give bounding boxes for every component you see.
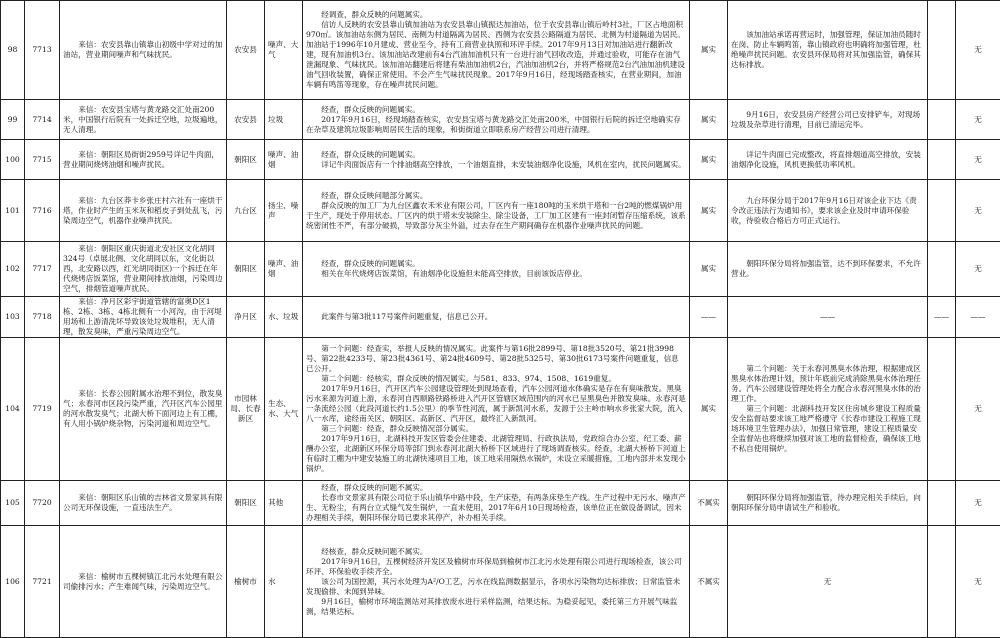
action-paragraph: 第三个问题：北湖科技开发区住房城乡建设工程质量安全监督站要求该工地严格遵守《长春市建设工程施工现场环境卫生管理办法》，加强日常管理，建设工程质量安全监督站也将继续加强对该工地的监督检查，确保该工地不私自使用锅炉。 <box>731 404 924 454</box>
cell-findings <box>303 338 690 481</box>
complaint-text: 来信：农安县宝塔与黄龙路交汇处南200米，中国银行后院有一处拆迁空地，垃圾遍地，无人清理。 <box>63 105 223 135</box>
cell-verdict: 属实 <box>690 140 728 180</box>
table-row <box>1 481 1000 526</box>
cell-accountability <box>928 100 956 140</box>
cell-verdict: 不属实 <box>690 481 728 526</box>
cell-case-id: 7719 <box>25 338 60 481</box>
cell-note: 无 <box>956 100 1000 140</box>
cell-complaint <box>60 100 227 140</box>
cell-findings <box>303 526 690 638</box>
cell-case-id: 7716 <box>25 180 60 242</box>
cell-seq: 103 <box>1 297 25 338</box>
table-row <box>1 100 1000 140</box>
cell-seq: 104 <box>1 338 25 481</box>
cell-verdict: 不属实 <box>690 526 728 638</box>
cell-district: 农安县 <box>227 100 265 140</box>
cell-action <box>728 481 928 526</box>
findings-paragraph: 2017年9月16日，五棵树经济开发区及榆树市环保局到榆树市江北污水处理有限公司进行现场检查，该公司环评、环保验收手续齐全。 <box>306 557 686 577</box>
cell-complaint <box>60 1 227 100</box>
cell-case-id: 7713 <box>25 1 60 100</box>
table-row <box>1 140 1000 180</box>
cell-note: 无 <box>956 338 1000 481</box>
findings-paragraph: 经核查，群众反映问题不属实。 <box>306 547 686 557</box>
findings-paragraph: 群众反映的加工厂为九台区鑫农禾米业有限公司，厂区内有一座180吨的玉米烘干塔和一台2吨的燃煤锅炉用于生产，现处于停用状态。厂区内的烘干塔未安装除尘、除尘设备，工厂加工区建有一座封闭暂存压缩系统，该系统密闭性不严，有部分破损，导致部分灰尘外溢，过去存在生产期间确存在机器作业噪声扰民的问题。 <box>306 201 686 231</box>
cell-complaint <box>60 338 227 481</box>
cell-findings <box>303 1 690 100</box>
cell-seq: 101 <box>1 180 25 242</box>
cell-pollution-type: 噪声、大气 <box>265 1 303 100</box>
action-paragraph: 该加油站承诺再营运时，加强管理，保证加油员随时在岗、防止车辆鸣笛，靠山镇政府也明确将加强管理，杜绝噪声扰民问题。农安县环保局将对其加强监管，确保其达标排放。 <box>731 30 924 70</box>
cell-pollution-type: 噪声、油烟 <box>265 242 303 297</box>
findings-paragraph: 第一个问题：经查实，举报人反映的情况属实。此案件与第16批2899号、第18批3520号、第21批3998号、第22批4233号、第23批4361号、第24批4609号、第28批5325号、第30批6173号案件问题重复，信息已公开。 <box>306 344 686 374</box>
cell-district: 朝阳区 <box>227 481 265 526</box>
cell-district: 朝阳区 <box>227 242 265 297</box>
cell-accountability <box>928 338 956 481</box>
action-paragraph: 朝阳环保分局将加强监管，达不到环保要求，不允许营业。 <box>731 259 924 279</box>
findings-paragraph: 经查，群众反映的问题属实。 <box>306 150 686 160</box>
cell-note: 无 <box>956 242 1000 297</box>
table-row <box>1 1 1000 100</box>
cell-verdict: 属实 <box>690 100 728 140</box>
cell-note: 无 <box>956 140 1000 180</box>
cell-action <box>728 100 928 140</box>
action-paragraph: —— <box>731 312 924 322</box>
cell-seq: 102 <box>1 242 25 297</box>
cell-findings <box>303 140 690 180</box>
cell-district: 九台区 <box>227 180 265 242</box>
cell-findings <box>303 297 690 338</box>
cell-findings <box>303 180 690 242</box>
findings-paragraph: 经查，群众反映问题部分属实。 <box>306 191 686 201</box>
cell-accountability: —— <box>928 297 956 338</box>
findings-paragraph: 第三个问题：经查，群众反映情况部分属实。 <box>306 424 686 434</box>
cell-accountability <box>928 526 956 638</box>
cell-action <box>728 140 928 180</box>
cell-action <box>728 180 928 242</box>
action-paragraph: 九台环保分局于2017年9月16日对该企业下达《责令改正违法行为通知书》，要求该企业及时申请环保验收，待验收合格后方可正式运行。 <box>731 196 924 226</box>
cell-pollution-type: 生态、水、大气 <box>265 338 303 481</box>
cell-verdict: 属实 <box>690 242 728 297</box>
cell-complaint <box>60 481 227 526</box>
action-paragraph: 9月16日，农安县房产经营公司已安排铲车，对现场垃圾及杂草进行清理，目前已清运完毕。 <box>731 110 924 130</box>
cell-complaint <box>60 140 227 180</box>
complaint-text: 来信：长春公园附属水治理不到位，散发臭气；永春河市区段污染严重，汽开区汽车公园里的河水散发臭气；北湖大桥下面河边上有工棚，有人用小锅炉烧杂物，污染河道和周边空气。 <box>63 389 223 429</box>
table-row <box>1 242 1000 297</box>
cell-seq: 106 <box>1 526 25 638</box>
action-paragraph: 无 <box>731 577 924 587</box>
findings-paragraph: 该公司为国控源，其污水处理为A²/O工艺，污水在线监测数据显示，各项水污染物均达标排放；日常监管未发现偷排、未闻到异味。 <box>306 577 686 597</box>
action-paragraph: 第二个问题：关于永春河黑臭水体治理，根据建成区黑臭水体治理计划，预计年底前完成消除黑臭水体治理任务。汽车公园建设管理处将全力配合永春河黑臭水体的治理工作。 <box>731 364 924 404</box>
cell-note: 无 <box>956 180 1000 242</box>
action-paragraph: 朝阳环保分局将加强监管，待办理完相关手续后，向朝阳环保分局申请试生产和验收。 <box>731 493 924 513</box>
table-row <box>1 526 1000 638</box>
cell-complaint <box>60 180 227 242</box>
cell-verdict: 属实 <box>690 1 728 100</box>
findings-paragraph: 9月16日，榆树市环境监测站对其排放废水进行采样监测，结果达标。为稳妥起见，委托第三方开展气味监测，结果达标。 <box>306 597 686 617</box>
cell-seq: 105 <box>1 481 25 526</box>
cell-verdict: 属实 <box>690 180 728 242</box>
cell-pollution-type: 其他 <box>265 481 303 526</box>
cell-case-id: 7720 <box>25 481 60 526</box>
complaint-text: 来信：朝阳区局街街2959号详记牛肉面，营业期间烧烤油烟和噪声扰民。 <box>63 150 223 170</box>
cell-complaint <box>60 297 227 338</box>
cell-case-id: 7714 <box>25 100 60 140</box>
cell-seq: 99 <box>1 100 25 140</box>
findings-paragraph: 经调查，群众反映的问题属实。 <box>306 10 686 20</box>
cell-seq: 100 <box>1 140 25 180</box>
cell-seq: 98 <box>1 1 25 100</box>
cell-accountability <box>928 1 956 100</box>
table-row <box>1 180 1000 242</box>
findings-paragraph: 经查，群众反映的问题不属实。 <box>306 483 686 493</box>
cell-pollution-type: 噪声、油烟 <box>265 140 303 180</box>
table-row <box>1 297 1000 338</box>
table-row <box>1 338 1000 481</box>
cell-district: 净月区 <box>227 297 265 338</box>
cell-findings <box>303 100 690 140</box>
cell-accountability <box>928 242 956 297</box>
cell-action <box>728 242 928 297</box>
cell-action <box>728 1 928 100</box>
complaint-text: 来信：农安县靠山镇靠山初级中学对过的加油站，营业期间噪声和气味扰民。 <box>63 40 223 60</box>
cell-case-id: 7717 <box>25 242 60 297</box>
complaint-text: 来信：九台区莽卡乡张庄村六社有一座烘干塔，作业时产生的玉米灰和稻皮子到处乱飞，污染周边空气，机器作业噪声扰民。 <box>63 196 223 226</box>
findings-paragraph: 第二个问题：经核实，群众反映的情况属实。与581、833、974、1508、1619重复。 <box>306 374 686 384</box>
cell-action <box>728 526 928 638</box>
cell-note: 无 <box>956 526 1000 638</box>
cell-complaint <box>60 242 227 297</box>
cell-note: 无 <box>956 1 1000 100</box>
findings-paragraph: 2017年9月16日，汽开区汽车公园建设管理处到现场查看，汽车公园河道水体确实是存在有臭味散发。黑臭污水来源为河道上游，永春河自西顺路铁路桥进入汽开区管辖区域范围内的河水已呈黑臭色并散发臭味。永春河是一条流经公园（此段河道长约1.5公里）的季节性河流，属于新凯河水系，发源于公主岭市响水乡张家大院，流入八一水库，途经南关区、朝阳区、高新区、汽开区，最终汇入新凯河。 <box>306 384 686 424</box>
findings-paragraph: 经查，群众反映的问题属实。 <box>306 259 686 269</box>
cell-pollution-type: 水 <box>265 526 303 638</box>
cell-district: 榆树市 <box>227 526 265 638</box>
cell-action <box>728 338 928 481</box>
findings-paragraph: 此案件与第3批117号案件问题重复，信息已公开。 <box>306 312 686 322</box>
findings-paragraph: 2017年9月16日，经现场踏查核实，农安县宝塔与黄龙路交汇处南200米，中国银行后院的拆迁空地确实存在杂草及建筑垃圾影响周居民生活的现象，和街街道立即联系房产经营公司进行清理。 <box>306 115 686 135</box>
cell-verdict: 属实 <box>690 338 728 481</box>
cell-note: —— <box>956 297 1000 338</box>
cell-case-id: 7721 <box>25 526 60 638</box>
cell-accountability <box>928 481 956 526</box>
cell-pollution-type: 扬尘、噪声 <box>265 180 303 242</box>
cell-pollution-type: 水、垃圾 <box>265 297 303 338</box>
findings-paragraph: 长春市文景家具有限公司位于乐山镇华中路中段，生产床垫，有两条床垫生产线。生产过程中无污水、噪声产生、无粉尘，有两台立式缝气发生锅炉，一直未使用，2017年6月10日现场检查，该单位正在做设备调试，因未办理相关手续，朝阳环保分局已要求其停产，补办相关手续。 <box>306 493 686 523</box>
cell-accountability <box>928 180 956 242</box>
complaint-text: 来信：榆树市五棵树镇江北污水处理有限公司偷排污水；产生难闻气味，污染周边空气。 <box>63 572 223 592</box>
findings-paragraph: 经查，群众反映的问题属实。 <box>306 105 686 115</box>
findings-paragraph: 相关在年代烧烤店饭菜馆，有油烟净化设施但未能高空排放，目前该饭店停业。 <box>306 269 686 279</box>
cell-pollution-type: 垃圾 <box>265 100 303 140</box>
cell-complaint <box>60 526 227 638</box>
cell-findings <box>303 481 690 526</box>
complaint-text: 来信：朝阳区乐山镇的吉林省文景家具有限公司无环保设施，一直违法生产。 <box>63 493 223 513</box>
cell-district: 市园林局、长春新区 <box>227 338 265 481</box>
complaint-text: 来信：净月区彩宇街道管辖的富奥D区1栋、2栋、3栋、4栋北侧有一小河沟，由于河堤用场和上游清洗坏导致该处垃圾堆积，无人清理，散发臭味，严重污染周边空气。 <box>63 297 223 337</box>
cell-case-id: 7718 <box>25 297 60 338</box>
table-body <box>1 1 1000 638</box>
cell-note: 无 <box>956 481 1000 526</box>
cell-findings <box>303 242 690 297</box>
complaint-text: 来信：朝阳区重庆街道北安社区文化胡同324号（卓展北侧、文化胡同以东，文化街以西，北安路以西，红光胡同街区)一个拆迁在年代烧烤店饭菜馆，营业期间排放油烟，污染周边空气，排烟管道噪声扰民。 <box>63 244 223 294</box>
cell-case-id: 7715 <box>25 140 60 180</box>
findings-paragraph: 2017年9月16日，北湖科技开发区管委会住建委、北湖管理局、行政执法局，党政综合办公室、纪工委、薪酬办公室，北湖新区环保分局等部门到永春河北湖大桥桥下区域进行了现场调查核实。经查，北湖大桥桥下河道上有临时工棚为中建安装施工的北湖快速项目工地，该工地采用隔热水锅炉，未设立采暖措施，工地内部并未发现小锅炉。 <box>306 434 686 474</box>
cell-accountability <box>928 140 956 180</box>
findings-paragraph: 详记牛肉面饭店有一个排油烟高空排放，一个油烟直排，未安装油烟净化设施，风机在室内，扰民问题属实。 <box>306 160 686 170</box>
cell-verdict: —— <box>690 297 728 338</box>
action-paragraph: 详记牛肉面已完成整改，将直排烟道高空排放，安装油烟净化设施，风机更换低功率风机。 <box>731 150 924 170</box>
cell-district: 朝阳区 <box>227 140 265 180</box>
findings-paragraph: 信访人反映的农安县靠山镇加油站为农安县靠山镇振达加油站，位于农安县靠山镇后岭村3社，厂区占地面积970㎡。该加油站东侧为居民、南侧为村道隔离为居民、西侧为农安县公路隔道为居民、北侧为村道隔道为居民。加油站于1996年10月建成、营业至今，持有工商营业执照和环评手续。2017年9月13日对加油站进行翻新改建，现有加油机3台。该加油站改建前有4台汽油加油机只有一台进行油气回收改造，并通过验收，可能存在油气泄漏现象、气味扰民。该加油站翻建后将建有柴油加油机2台，汽油加油机2台，并将严格规范2台汽油加油机建设油气回收装置，确保正常使用。不会产生气味扰民现象。2017年9月16日，经现场踏查核实，在营业期间，加油车辆有鸣笛等现象，存在噪声扰民问题。 <box>306 20 686 90</box>
cell-action <box>728 297 928 338</box>
cell-district: 农安县 <box>227 1 265 100</box>
